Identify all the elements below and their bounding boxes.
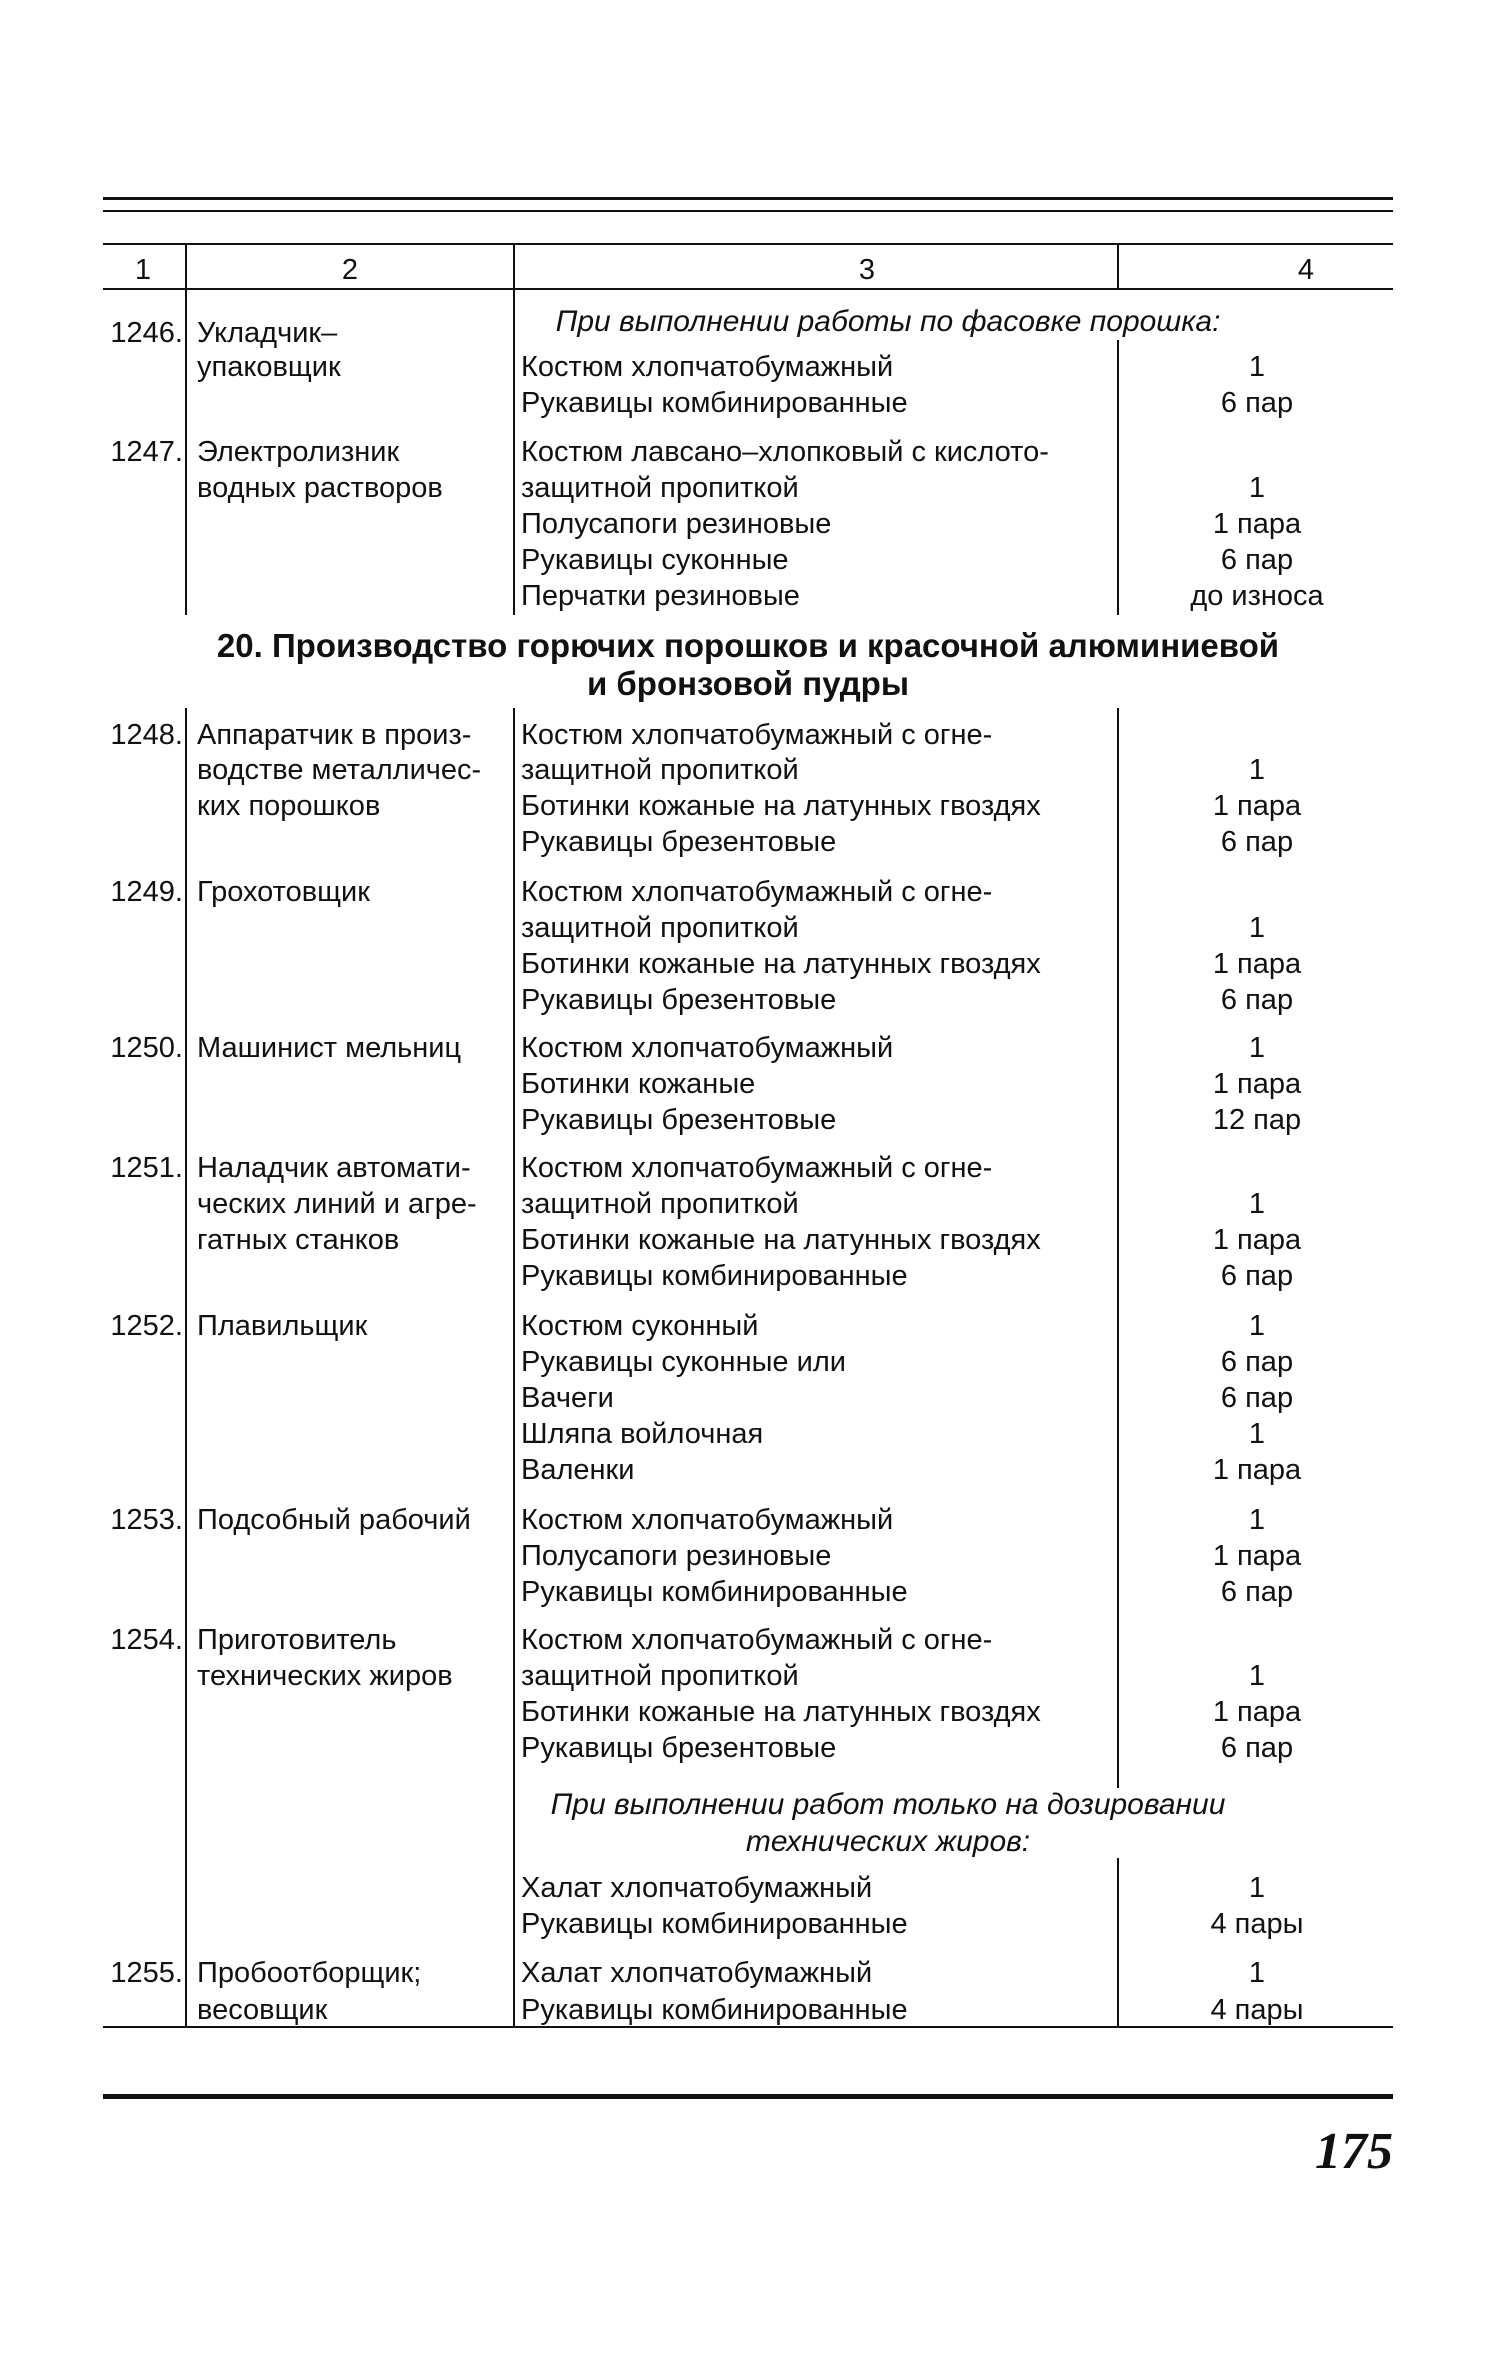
row-item: Костюм хлопчатобумажный с огне-: [521, 719, 993, 751]
row-item: защитной пропиткой: [521, 754, 799, 786]
table-row: [103, 1730, 1393, 1766]
row-quantity: 1: [1248, 1504, 1266, 1536]
row-number: 1247.: [110, 436, 183, 468]
table-row: [103, 578, 1393, 614]
row-profession: Электролизник: [197, 436, 400, 468]
row-number: 1250.: [110, 1032, 183, 1064]
row-profession: упаковщик: [197, 351, 341, 383]
table-row: [103, 1694, 1393, 1730]
row-quantity: 1: [1248, 1872, 1266, 1904]
row-quantity: 6 пар: [1220, 826, 1294, 858]
table-row: [103, 1622, 1393, 1658]
table-row: [103, 1416, 1393, 1452]
table-row: [103, 1102, 1393, 1138]
table-row: [103, 542, 1393, 578]
row-profession: ких порошков: [197, 790, 381, 822]
table-row: [103, 874, 1393, 910]
row-quantity: 1 пара: [1212, 1068, 1302, 1100]
row-item: Рукавицы комбинированные: [521, 387, 908, 419]
table-row: [103, 434, 1393, 470]
table-row: [103, 1658, 1393, 1694]
row-number: 1253.: [110, 1504, 183, 1536]
row-item: Костюм лавсано–хлопковый с кислото-: [521, 436, 1049, 468]
row-profession: Укладчик–: [197, 317, 338, 349]
row-item: Костюм хлопчатобумажный: [521, 1504, 894, 1536]
row-quantity: 6 пар: [1220, 544, 1294, 576]
header-top-rule: [103, 243, 1393, 245]
table-row: [103, 1258, 1393, 1294]
header-col2: 2: [341, 254, 359, 286]
row-item: защитной пропиткой: [521, 912, 799, 944]
row-item: Ботинки кожаные на латунных гвоздях: [521, 1696, 1041, 1728]
row-number: 1255.: [110, 1957, 183, 1989]
row-item: Рукавицы комбинированные: [521, 1576, 908, 1608]
table-row: [103, 1344, 1393, 1380]
table-row: [103, 506, 1393, 542]
row-item: Ботинки кожаные на латунных гвоздях: [521, 790, 1041, 822]
table-row: [103, 315, 1393, 351]
row-profession: гатных станков: [197, 1224, 400, 1256]
row-quantity: 1: [1248, 754, 1266, 786]
row-item: Полусапоги резиновые: [521, 1540, 832, 1572]
header-bottom-rule: [103, 288, 1393, 290]
table-row: [103, 1955, 1393, 1991]
table-row: [103, 824, 1393, 860]
row-quantity: 1: [1248, 1310, 1266, 1342]
table-row: [103, 349, 1393, 385]
row-item: Костюм хлопчатобумажный с огне-: [521, 876, 993, 908]
row-item: Рукавицы суконные или: [521, 1346, 846, 1378]
row-profession: Машинист мельниц: [197, 1032, 462, 1064]
row-quantity: 4 пары: [1210, 1994, 1304, 2026]
table-row: [103, 1992, 1393, 2028]
row-item: Костюм хлопчатобумажный с огне-: [521, 1624, 993, 1656]
row-item: Халат хлопчатобумажный: [521, 1872, 873, 1904]
table-row: [103, 788, 1393, 824]
row-item: Ботинки кожаные на латунных гвоздях: [521, 948, 1041, 980]
row-quantity: 1 пара: [1212, 948, 1302, 980]
row-quantity: 6 пар: [1220, 1346, 1294, 1378]
row-quantity: 6 пар: [1220, 1382, 1294, 1414]
table-row: [103, 1222, 1393, 1258]
row-item: Вачеги: [521, 1382, 614, 1414]
row-number: 1248.: [110, 719, 183, 751]
section-title-line1: 20. Производство горючих порошков и красочной алюминиевой: [216, 627, 1280, 664]
row-profession: весовщик: [197, 1994, 328, 2026]
row-quantity: 6 пар: [1220, 1732, 1294, 1764]
row-number: 1249.: [110, 876, 183, 908]
row-quantity: 1: [1248, 1957, 1266, 1989]
note-1254-line1: При выполнении работ только на дозировании: [550, 1788, 1226, 1821]
row-item: защитной пропиткой: [521, 472, 799, 504]
row-profession: Плавильщик: [197, 1310, 368, 1342]
row-item: Рукавицы комбинированные: [521, 1908, 908, 1940]
row-item: Костюм суконный: [521, 1310, 759, 1342]
row-item: Костюм хлопчатобумажный: [521, 1032, 894, 1064]
row-number: 1246.: [110, 317, 183, 349]
row-quantity: 1: [1248, 1418, 1266, 1450]
header-col1: 1: [134, 254, 152, 286]
row-item: Ботинки кожаные на латунных гвоздях: [521, 1224, 1041, 1256]
note-1246: При выполнении работы по фасовке порошка:: [555, 305, 1221, 338]
table-row: [103, 752, 1393, 788]
table-row: [103, 1906, 1393, 1942]
row-profession: Аппаратчик в произ-: [197, 719, 472, 751]
row-item: Рукавицы комбинированные: [521, 1260, 908, 1292]
row-item: Костюм хлопчатобумажный с огне-: [521, 1152, 993, 1184]
table-row: [103, 385, 1393, 421]
row-quantity: 1 пара: [1212, 508, 1302, 540]
row-profession: Пробоотборщик;: [197, 1957, 422, 1989]
row-number: 1252.: [110, 1310, 183, 1342]
row-quantity: 1 пара: [1212, 1224, 1302, 1256]
row-quantity: 1 пара: [1212, 1696, 1302, 1728]
row-quantity: до износа: [1190, 580, 1324, 612]
row-quantity: 6 пар: [1220, 984, 1294, 1016]
table-row: [103, 910, 1393, 946]
row-item: Шляпа войлочная: [521, 1418, 764, 1450]
row-item: Полусапоги резиновые: [521, 508, 832, 540]
row-profession: Наладчик автомати-: [197, 1152, 471, 1184]
table-row: [103, 1870, 1393, 1906]
row-item: Рукавицы суконные: [521, 544, 789, 576]
note-1254-line2: технических жиров:: [745, 1825, 1031, 1858]
table-row: [103, 1308, 1393, 1344]
row-item: Рукавицы брезентовые: [521, 826, 837, 858]
row-quantity: 12 пар: [1212, 1104, 1302, 1136]
row-number: 1254.: [110, 1624, 183, 1656]
row-quantity: 1: [1248, 1032, 1266, 1064]
row-item: Рукавицы брезентовые: [521, 1732, 837, 1764]
row-quantity: 6 пар: [1220, 387, 1294, 419]
table-row: [103, 1030, 1393, 1066]
col-divider: [1117, 243, 1119, 290]
table-row: [103, 1066, 1393, 1102]
row-item: Халат хлопчатобумажный: [521, 1957, 873, 1989]
table-row: [103, 1574, 1393, 1610]
row-item: Костюм хлопчатобумажный: [521, 351, 894, 383]
row-quantity: 1: [1248, 1188, 1266, 1220]
row-item: защитной пропиткой: [521, 1188, 799, 1220]
table-header: [103, 252, 1393, 288]
row-profession: ческих линий и агре-: [197, 1188, 477, 1220]
row-profession: Подсобный рабочий: [197, 1504, 471, 1536]
header-col4: 4: [1297, 254, 1315, 286]
row-item: Валенки: [521, 1454, 635, 1486]
footer-rule: [103, 2094, 1393, 2099]
row-number: 1251.: [110, 1152, 183, 1184]
table-bottom-rule: [103, 2026, 1393, 2028]
row-item: Рукавицы брезентовые: [521, 1104, 837, 1136]
table-row: [103, 982, 1393, 1018]
row-profession: водстве металличес-: [197, 754, 482, 786]
table-row: [103, 1452, 1393, 1488]
table-row: [103, 717, 1393, 753]
row-profession: водных растворов: [197, 472, 443, 504]
table-row: [103, 1150, 1393, 1186]
table-row: [103, 1380, 1393, 1416]
row-item: Ботинки кожаные: [521, 1068, 756, 1100]
table-row: [103, 946, 1393, 982]
page-number: 175: [1315, 2123, 1393, 2180]
row-quantity: 1 пара: [1212, 1454, 1302, 1486]
row-profession: Грохотовщик: [197, 876, 370, 908]
row-quantity: 1: [1248, 472, 1266, 504]
row-item: защитной пропиткой: [521, 1660, 799, 1692]
row-quantity: 6 пар: [1220, 1260, 1294, 1292]
row-quantity: 1: [1248, 1660, 1266, 1692]
section-title-line2: и бронзовой пудры: [586, 665, 910, 702]
row-quantity: 1: [1248, 912, 1266, 944]
row-quantity: 4 пары: [1210, 1908, 1304, 1940]
row-quantity: 1 пара: [1212, 1540, 1302, 1572]
table-row: [103, 1186, 1393, 1222]
top-rule-2: [103, 210, 1393, 212]
row-quantity: 1: [1248, 351, 1266, 383]
row-item: Перчатки резиновые: [521, 580, 800, 612]
row-item: Рукавицы комбинированные: [521, 1994, 908, 2026]
top-rule-1: [103, 197, 1393, 200]
row-profession: технических жиров: [197, 1660, 453, 1692]
row-quantity: 1 пара: [1212, 790, 1302, 822]
row-profession: Приготовитель: [197, 1624, 397, 1656]
table-row: [103, 1538, 1393, 1574]
row-item: Рукавицы брезентовые: [521, 984, 837, 1016]
table-row: [103, 470, 1393, 506]
header-col3: 3: [858, 254, 876, 286]
table-row: [103, 1502, 1393, 1538]
row-quantity: 6 пар: [1220, 1576, 1294, 1608]
